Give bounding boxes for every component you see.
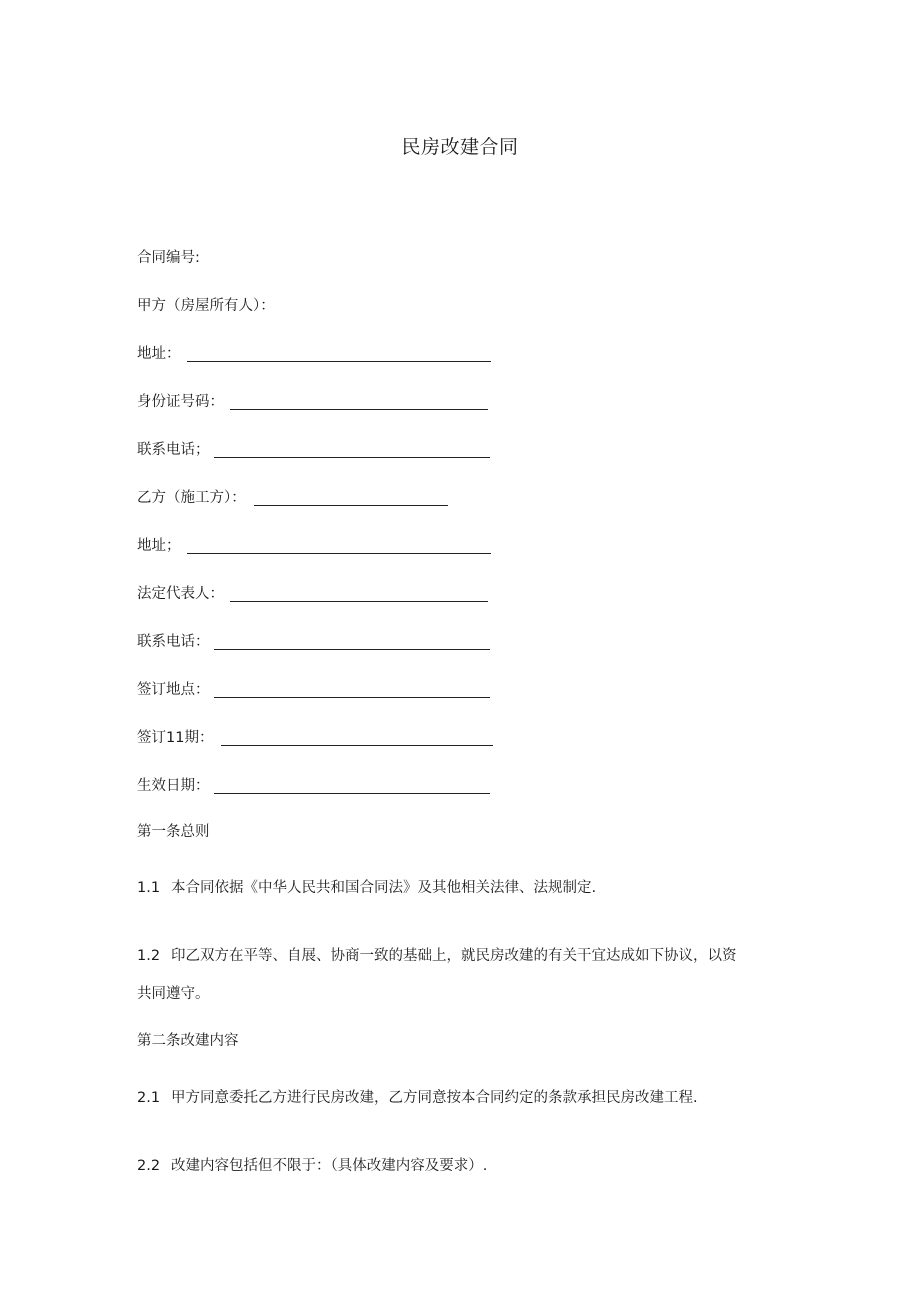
clause-number: 2.1 [137, 1090, 161, 1106]
sign-date-field [137, 727, 493, 749]
contract-number-label: 合同编号: [137, 250, 200, 266]
party-a-address-field [137, 343, 491, 365]
party-a-id-blank[interactable] [230, 393, 488, 410]
party-b-label: 乙方（施工方）： [137, 490, 246, 506]
clause-1-2 [137, 937, 787, 1013]
party-a-phone-field [137, 439, 490, 461]
party-a-address-label: 地址： [137, 346, 181, 362]
party-a-address-blank[interactable] [187, 345, 491, 362]
clause-1-1 [137, 869, 787, 907]
contract-number-field [137, 247, 200, 269]
clause-2-2 [137, 1147, 787, 1185]
party-a-id-field [137, 391, 488, 413]
party-b-field [137, 487, 448, 509]
effective-date-blank[interactable] [214, 777, 490, 794]
party-b-blank[interactable] [254, 489, 448, 506]
clause-text-continued: 共同遵守。 [137, 986, 210, 1002]
party-a-field [137, 295, 275, 317]
party-b-address-field [137, 535, 491, 557]
party-b-phone-blank[interactable] [214, 633, 490, 650]
clause-text: 本合同依据《中华人民共和国合同法》及其他相关法律、法规制定. [171, 880, 597, 896]
clause-text: 印乙双方在平等、自展、协商一致的基础上，就民房改建的有关干宜达成如下协议，以资 [171, 948, 737, 964]
effective-date-field [137, 775, 490, 797]
party-b-representative-label: 法定代表人： [137, 586, 224, 602]
party-b-address-blank[interactable] [187, 537, 491, 554]
effective-date-label: 生效日期： [137, 778, 210, 794]
party-b-phone-label: 联系电话： [137, 634, 210, 650]
party-a-phone-blank[interactable] [214, 441, 490, 458]
sign-place-label: 签订地点： [137, 682, 210, 698]
party-a-label: 甲方（房屋所有人）： [137, 298, 275, 314]
party-a-phone-label: 联系电话； [137, 442, 210, 458]
section-2-heading: 第二条改建内容 [137, 1033, 239, 1049]
sign-date-blank[interactable] [221, 729, 493, 746]
party-b-address-label: 地址； [137, 538, 181, 554]
sign-place-field [137, 679, 490, 701]
party-b-phone-field [137, 631, 490, 653]
clause-text: 甲方同意委托乙方进行民房改建，乙方同意按本合同约定的条款承担民房改建工程. [171, 1090, 698, 1106]
party-a-id-label: 身份证号码： [137, 394, 224, 410]
section-1-heading: 第一条总则 [137, 824, 210, 840]
party-b-representative-field [137, 583, 488, 605]
clause-number: 1.1 [137, 880, 161, 896]
clause-number: 2.2 [137, 1158, 161, 1174]
document-title: 民房改建合同 [401, 136, 519, 158]
sign-date-label: 签订11期： [137, 730, 214, 746]
clause-number: 1.2 [137, 948, 161, 964]
sign-place-blank[interactable] [214, 681, 490, 698]
clause-text: 改建内容包括但不限于：（具体改建内容及要求）. [171, 1158, 488, 1174]
party-b-representative-blank[interactable] [230, 585, 488, 602]
clause-2-1 [137, 1079, 787, 1117]
